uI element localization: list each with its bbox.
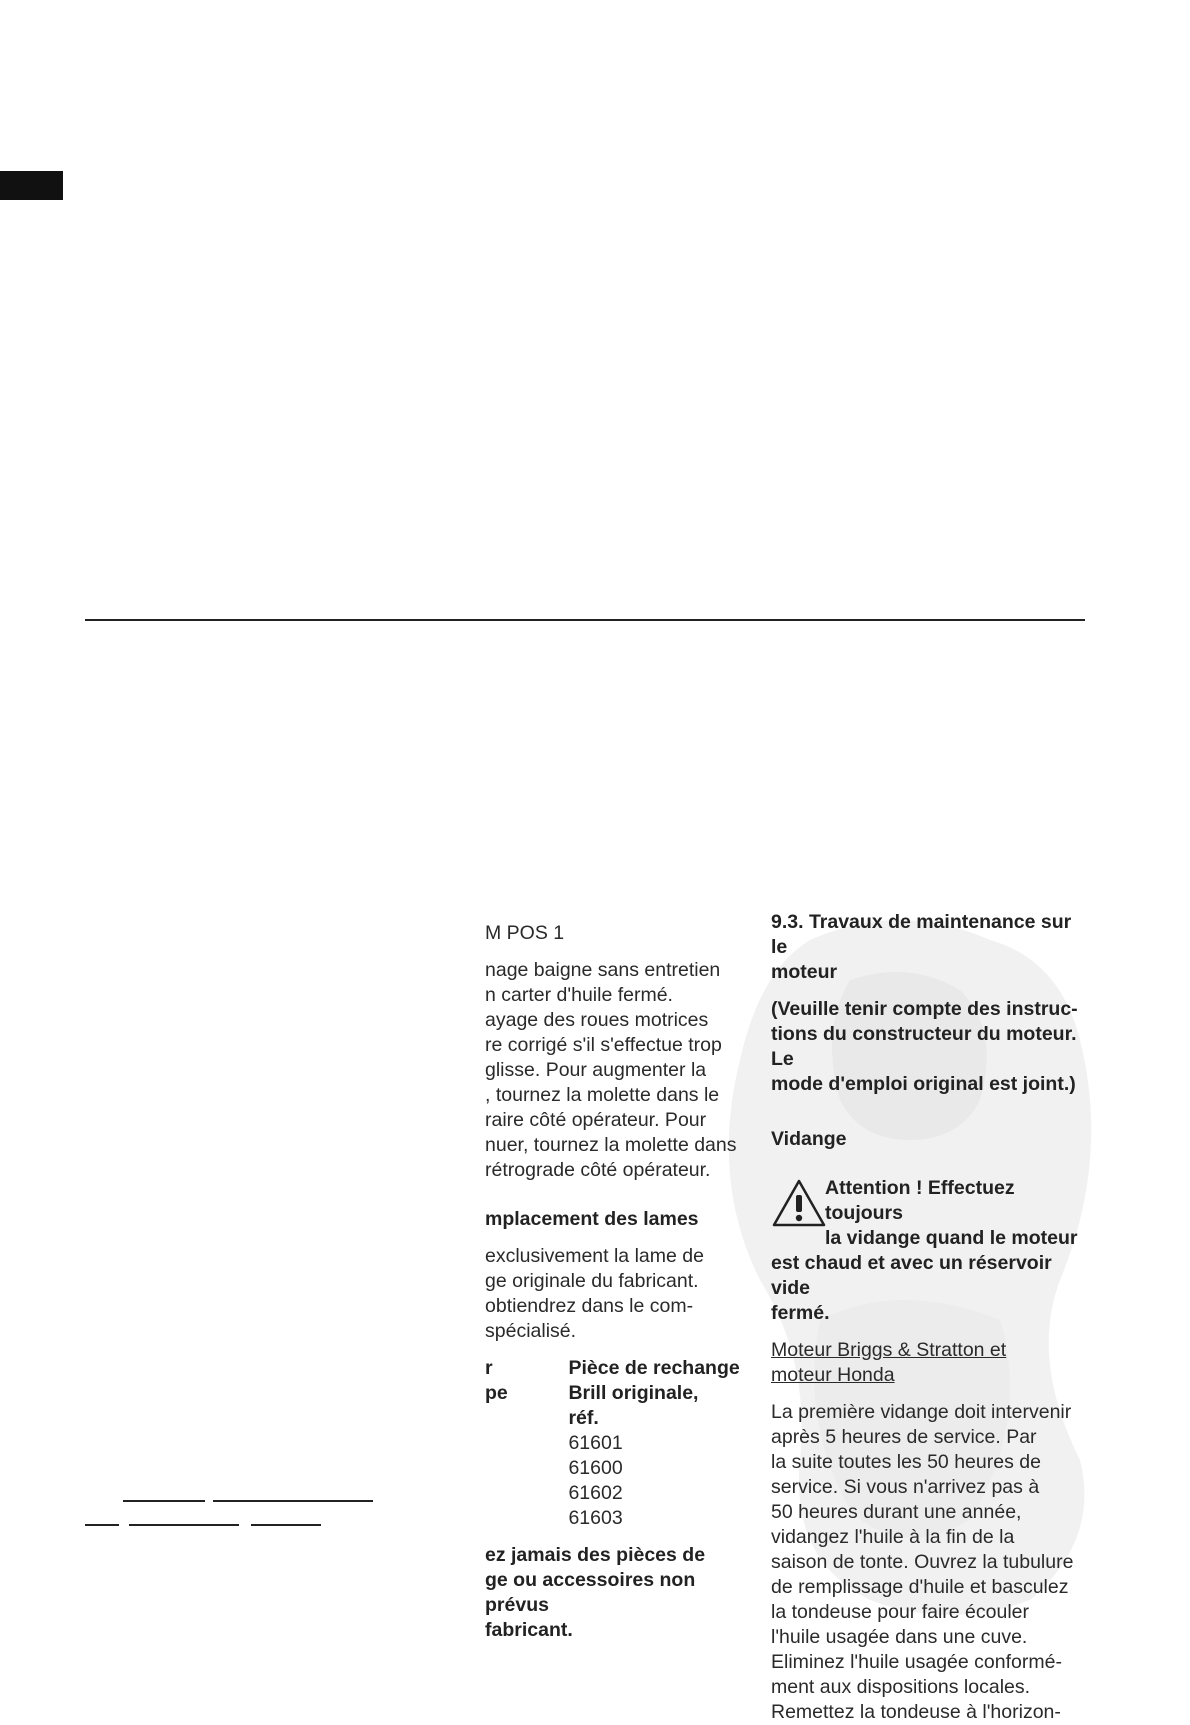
text-line: l'huile usagée dans une cuve. [771,1626,1028,1648]
middle-subheading: mplacement des lames [485,1208,699,1230]
text-line: moteur [771,961,838,983]
text-line: ge originale du fabricant. [485,1270,699,1292]
underline-segment [129,1524,239,1526]
text-line: moteur Honda [771,1364,895,1386]
text-line: mode d'emploi original est joint.) [771,1073,1076,1095]
text-line: la tondeuse pour faire écouler [771,1601,1030,1623]
middle-warning-text [485,1543,755,1643]
text-line: 9.3. Travaux de maintenance sur le [771,911,1072,958]
text-line: nage baigne sans entretien [485,959,721,981]
text-line: Remettez la tondeuse à l'horizon- [771,1701,1061,1723]
underline-segment [251,1524,321,1526]
table-header-cell: r [485,1357,493,1379]
page-tab-marker [0,171,63,200]
table-cell-ref: 61603 [568,1507,623,1529]
table-cell-ref: 61601 [568,1432,623,1454]
replacement-parts-table [485,1356,755,1531]
text-line: la vidange quand le moteur [825,1227,1078,1249]
middle-heading: M POS 1 [485,922,565,944]
text-line: la suite toutes les 50 heures de [771,1451,1041,1473]
text-line: 50 heures durant une année, [771,1501,1022,1523]
subheading-vidange: Vidange [771,1128,847,1150]
underline-segment [123,1500,205,1502]
text-line: nuer, tournez la molette dans [485,1134,737,1156]
text-line: saison de tonte. Ouvrez la tubulure [771,1551,1074,1573]
text-line: (Veuille tenir compte des instruc- [771,998,1078,1020]
text-line: ge ou accessoires non prévus [485,1569,696,1616]
text-line: La première vidange doit intervenir [771,1401,1072,1423]
text-line: n carter d'huile fermé. [485,984,673,1006]
text-line: spécialisé. [485,1320,577,1342]
right-column [771,910,1091,1725]
text-line: est chaud et avec un réservoir vide [771,1252,1052,1299]
table-cell-ref: 61602 [568,1482,623,1504]
text-line: raire côté opérateur. Pour [485,1109,707,1131]
text-line: vidangez l'huile à la fin de la [771,1526,1015,1548]
text-line: service. Si vous n'arrivez pas à [771,1476,1040,1498]
underline-fragments [85,1500,385,1540]
text-line: fabricant. [485,1619,573,1641]
text-line: re corrigé s'il s'effectue trop [485,1034,722,1056]
table-cell-ref: 61600 [568,1457,623,1479]
table-header-cell: réf. [568,1407,599,1429]
engine-note [771,997,1091,1097]
middle-column [485,921,755,1643]
warning-triangle-icon [771,1178,827,1228]
oil-change-body [771,1400,1091,1725]
text-line: , tournez la molette dans le [485,1084,720,1106]
section-heading [771,910,1091,985]
text-line: fermé. [771,1302,830,1324]
table-header-cell: pe [485,1382,508,1404]
text-line: rétrograde côté opérateur. [485,1159,711,1181]
table-header-cell: Brill originale, [568,1382,699,1404]
text-line: obtiendrez dans le com- [485,1295,694,1317]
text-line: glisse. Pour augmenter la [485,1059,707,1081]
text-line: tions du constructeur du moteur. Le [771,1023,1077,1070]
engine-title [771,1338,1091,1388]
table-header-cell: Pièce de rechange [568,1357,740,1379]
middle-para-1 [485,958,755,1183]
text-line: ez jamais des pièces de [485,1544,706,1566]
text-line: exclusivement la lame de [485,1245,704,1267]
text-line: ment aux dispositions locales. [771,1676,1031,1698]
underline-segment [85,1524,119,1526]
text-line: après 5 heures de service. Par [771,1426,1037,1448]
table-header-cell [485,1406,568,1431]
text-line: Eliminez l'huile usagée conformé- [771,1651,1062,1673]
text-line: Attention ! Effectuez toujours [825,1177,1015,1224]
underline-segment [213,1500,373,1502]
horizontal-divider [85,619,1085,621]
middle-para-2 [485,1244,755,1344]
text-line: ayage des roues motrices [485,1009,709,1031]
attention-block [771,1176,1091,1326]
text-line: de remplissage d'huile et basculez [771,1576,1069,1598]
text-line: Moteur Briggs & Stratton et [771,1339,1007,1361]
